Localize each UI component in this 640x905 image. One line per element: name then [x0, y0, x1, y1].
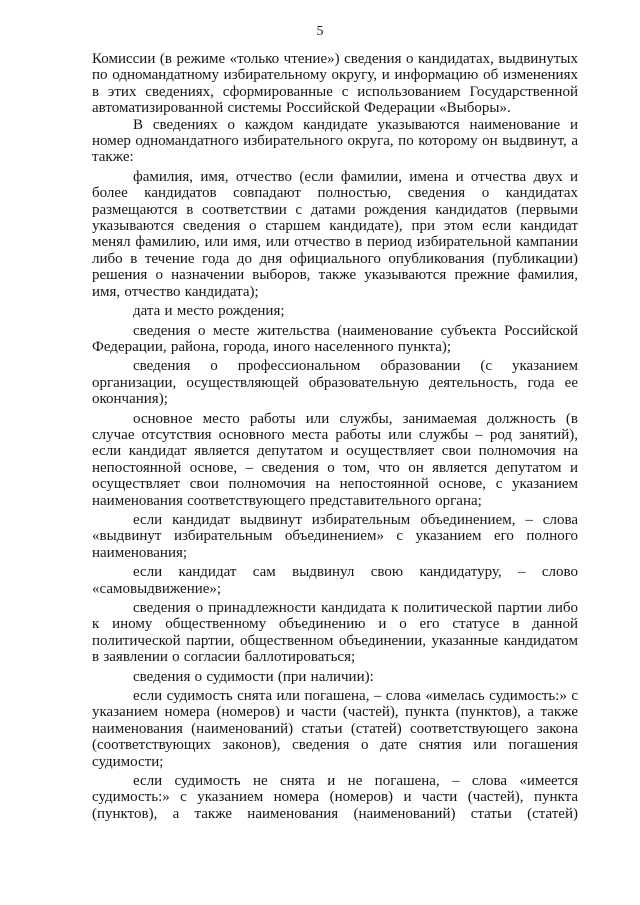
paragraph: сведения о профессиональном образовании (с указанием организации, осуществляющей образовательную деятельность, года ее окончания); [92, 358, 578, 408]
paragraph: основное место работы или службы, занимаемая должность (в случае отсутствия основного места работы или службы – род занятий), если кандидат является депутатом и осуществляет свои полномочия на непостоянной основе, – сведения о том, что он является депутатом и осуществляет свои полномочия на непостоянной основе, с указанием наименования соответствующего представительного органа; [92, 410, 578, 509]
page-number: 5 [316, 24, 324, 39]
document-body [92, 51, 578, 822]
paragraph: если кандидат выдвинут избирательным объединением, – слова «выдвинут избирательным объединением» с указанием его полного наименования; [92, 511, 578, 561]
paragraph: сведения о месте жительства (наименование субъекта Российской Федерации, района, города, иного населенного пункта); [92, 322, 578, 355]
paragraph: сведения о принадлежности кандидата к политической партии либо к иному общественному объединению и о его статусе в данной политической партии, общественном объединении, указанные кандидатом в заявлении о согласии баллотироваться; [92, 600, 578, 666]
paragraph: дата и место рождения; [133, 303, 285, 320]
paragraph: сведения о судимости (при наличии): [133, 668, 374, 685]
paragraph: если судимость не снята и не погашена, – слова «имеется судимость:» с указанием номера (номеров) и части (частей), пункта (пунктов), а также наименования (наименований) статьи (статей) [92, 773, 578, 822]
paragraph: Комиссии (в режиме «только чтение») сведения о кандидатах, выдвинутых по одномандатному избирательному округу, и информацию об изменениях в этих сведениях, сформированные с использованием Государственной автоматизированной системы Российской Федерации «Выборы». [92, 51, 578, 117]
paragraph: В сведениях о каждом кандидате указываются наименование и номер одномандатного избирательного округа, по которому он выдвинут, а также: [92, 116, 578, 166]
paragraph: если судимость снята или погашена, – слова «имелась судимость:» с указанием номера (номеров) и части (частей), пункта (пунктов), а также наименования (наименований) статьи (статей) соответствующего закона (соответствующих законов), сведения о дате снятия или погашения судимости; [92, 688, 578, 770]
paragraph: если кандидат сам выдвинул свою кандидатуру, – слово «самовыдвижение»; [92, 564, 578, 597]
paragraph: фамилия, имя, отчество (если фамилии, имена и отчества двух и более кандидатов совпадают полностью, сведения о кандидатах размещаются в соответствии с датами рождения кандидатов (первыми указываются сведения о старшем кандидате), при этом если кандидат менял фамилию, или имя, или отчество в период избирательной кампании либо в течение года до дня официального опубликования (публикации) решения о назначении выборов, также указываются прежние фамилия, имя, отчество кандидата); [92, 168, 578, 300]
